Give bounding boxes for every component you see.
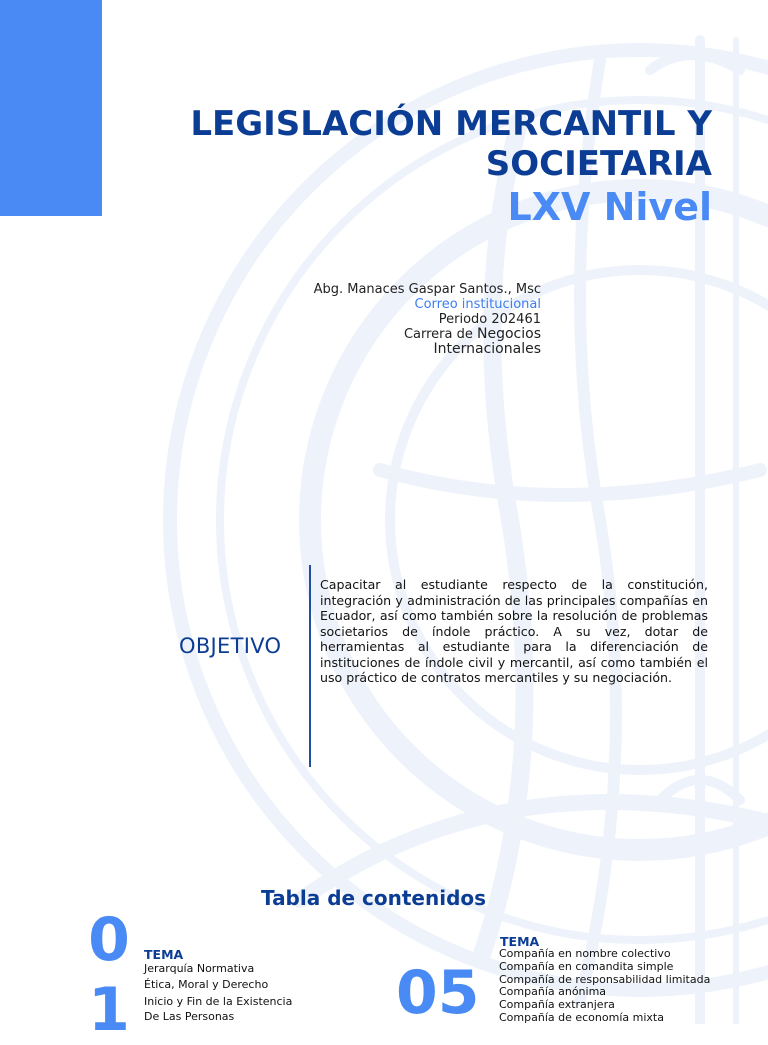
list-item: Compañía extranjera [499,998,615,1012]
objective-text: Capacitar al estudiante respecto de la constitución, integración y administración de las principales compañías en Ecuador, así como también sobre la resolución de problemas societarios de índole práctico. A su vez, dotar de herramientas al estudiante para la diferenciación de instituciones de índole civil y mercantil, así como también el uso práctico de contratos mercantiles y su negociación. [320,577,708,685]
list-item: Compañía en nombre colectivo [499,947,671,960]
academic-period: Periodo 202461 [438,312,541,327]
list-item: Jerarquía Normativa [144,962,255,975]
list-item: Compañía en comandita simple [499,959,674,973]
unit-05-topic-label: TEMA [500,934,540,949]
corner-accent-block [0,0,102,216]
career-prefix: Carrera de [403,327,473,342]
list-item: Compañía de economía mixta [499,1010,664,1024]
career-line-2: Internacionales [433,341,541,357]
objective-heading: OBJETIVO [179,634,282,658]
institutional-email-link[interactable]: Correo institucional [414,297,541,312]
unit-01-topic-list [144,961,292,1023]
unit-number-05: 05 [396,958,480,1028]
unit-number-01-digit-1: 0 [88,905,130,975]
unit-05-topic-list [499,948,710,1025]
unit-01-topic-label: TEMA [144,947,184,962]
list-item: Ética, Moral y Derecho [144,978,269,991]
toc-title: Tabla de contenidos [261,886,487,910]
author-info [314,282,541,357]
unit-number-01-digit-2: 1 [88,975,130,1045]
unit-number-01 [84,905,134,1045]
author-name: Abg. Manaces Gaspar Santos., Msc [313,282,541,297]
career-line-1 [314,327,541,342]
list-item: Inicio y Fin de la Existencia [144,995,293,1008]
course-title-line-2: SOCIETARIA [485,144,712,184]
course-title-line-1: LEGISLACIÓN MERCANTIL Y [190,104,712,144]
career-word: Negocios [477,326,541,342]
title-block [190,104,712,230]
list-item: De Las Personas [144,1010,235,1023]
list-item: Compañía anónima [499,985,607,999]
course-title [190,104,712,184]
list-item: Compañía de responsabilidad limitada [499,972,711,986]
course-level-subtitle: LXV Nivel [507,185,712,229]
objective-divider [309,565,311,767]
